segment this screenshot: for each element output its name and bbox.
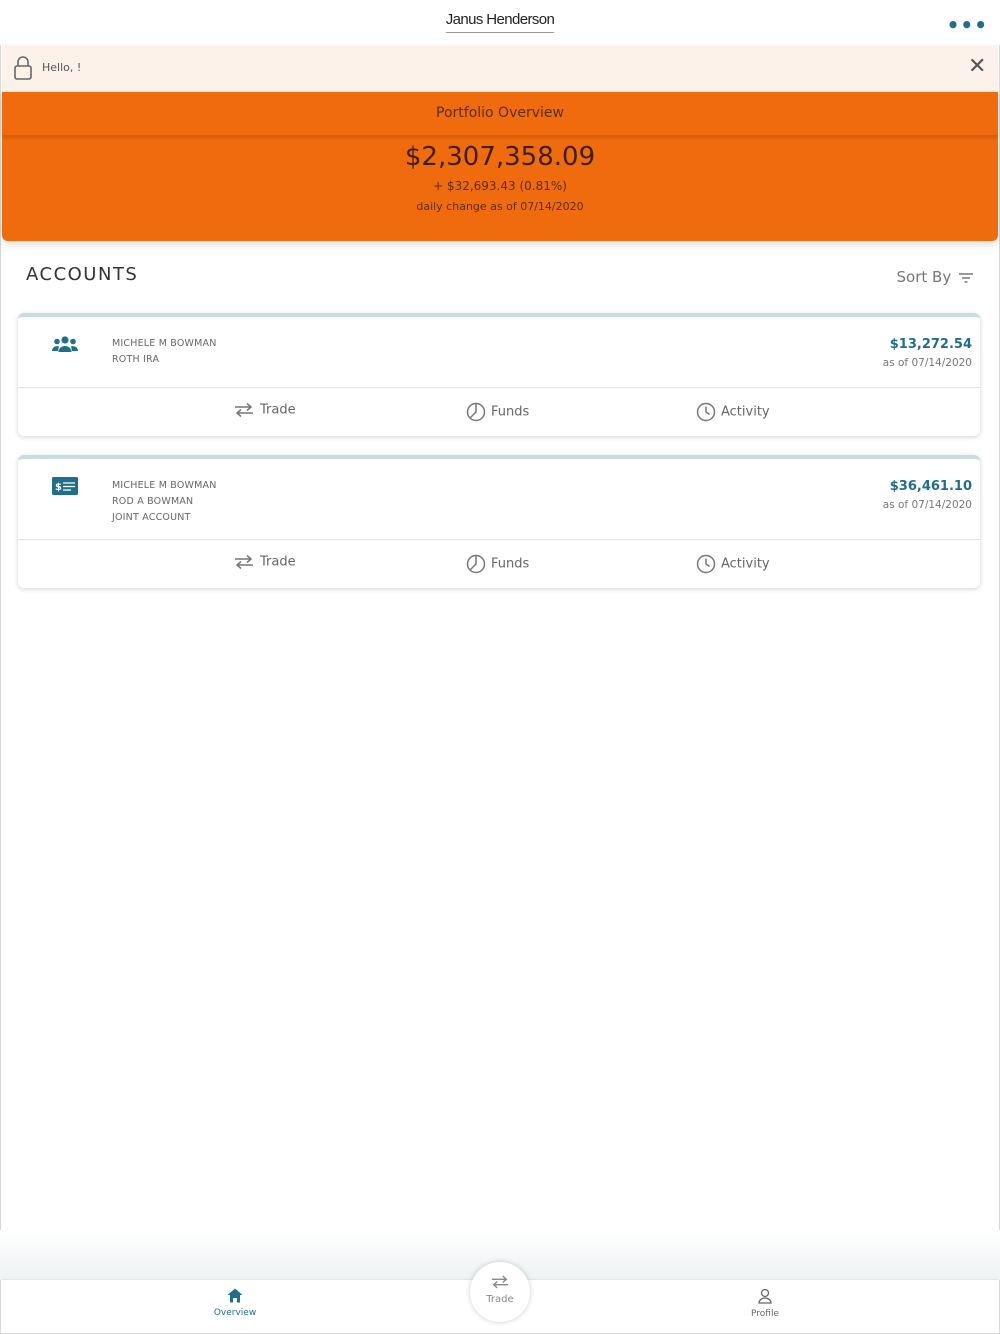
account-summary[interactable] <box>18 459 980 540</box>
account-owner: MICHELE M BOWMAN <box>112 480 217 491</box>
portfolio-overview-panel <box>2 92 998 241</box>
trade-arrows-icon <box>233 554 255 570</box>
logo-underline <box>446 32 554 33</box>
pie-chart-icon <box>466 402 486 422</box>
top-bar <box>0 0 1000 45</box>
portfolio-as-of: daily change as of 07/14/2020 <box>416 200 584 213</box>
account-type: JOINT ACCOUNT <box>112 512 191 523</box>
account-actions <box>18 540 980 588</box>
funds-label: Funds <box>491 556 530 572</box>
greeting-text: Hello, ! <box>42 61 82 74</box>
trade-label: Trade <box>260 554 296 570</box>
tab-profile[interactable] <box>725 1288 805 1319</box>
funds-label: Funds <box>491 404 530 420</box>
clock-icon <box>696 402 716 422</box>
account-balance-as-of: as of 07/14/2020 <box>882 499 972 511</box>
filter-icon <box>958 272 974 284</box>
clock-icon <box>696 554 716 574</box>
more-dots-icon[interactable]: ••• <box>946 13 988 37</box>
trade-label: Trade <box>260 402 296 418</box>
trade-button[interactable] <box>233 554 296 570</box>
account-owner: MICHELE M BOWMAN <box>112 338 217 349</box>
trade-arrows-icon <box>490 1274 510 1290</box>
account-co-owner: ROD A BOWMAN <box>112 496 194 507</box>
portfolio-title[interactable]: Portfolio Overview <box>2 92 998 136</box>
svg-text:$: $ <box>55 482 62 493</box>
account-type: ROTH IRA <box>112 354 160 365</box>
account-balance-as-of: as of 07/14/2020 <box>882 357 972 369</box>
account-balance: $13,272.54 <box>889 337 972 352</box>
account-card[interactable] <box>18 313 980 436</box>
activity-button[interactable] <box>696 554 770 574</box>
activity-button[interactable] <box>696 402 770 422</box>
trade-button[interactable] <box>233 402 296 418</box>
close-icon[interactable]: ✕ <box>968 54 987 79</box>
activity-label: Activity <box>721 556 770 572</box>
sort-by-button[interactable] <box>897 268 974 286</box>
tab-profile-label: Profile <box>751 1309 779 1319</box>
trade-arrows-icon <box>233 402 255 418</box>
tab-trade-label: Trade <box>486 1294 514 1305</box>
greeting-banner <box>2 45 998 92</box>
lock-icon <box>12 55 34 81</box>
portfolio-total: $2,307,358.09 <box>404 142 596 172</box>
account-actions <box>18 388 980 436</box>
activity-label: Activity <box>721 404 770 420</box>
funds-button[interactable] <box>466 402 529 422</box>
account-balance: $36,461.10 <box>889 479 972 494</box>
tab-overview[interactable] <box>195 1288 275 1318</box>
sort-by-label: Sort By <box>896 268 952 286</box>
pie-chart-icon <box>466 554 486 574</box>
portfolio-daily-change: + $32,693.43 (0.81%) <box>433 179 567 193</box>
person-icon <box>758 1288 772 1304</box>
tab-overview-label: Overview <box>213 1308 257 1318</box>
brand-logo: Janus Henderson <box>445 11 555 28</box>
home-icon <box>227 1288 243 1303</box>
people-group-icon <box>52 335 78 353</box>
check-card-icon <box>52 477 78 495</box>
accounts-heading: ACCOUNTS <box>26 264 139 285</box>
trade-fab-button[interactable] <box>470 1262 530 1322</box>
funds-button[interactable] <box>466 554 529 574</box>
account-summary[interactable] <box>18 317 980 388</box>
account-card[interactable] <box>18 455 980 588</box>
